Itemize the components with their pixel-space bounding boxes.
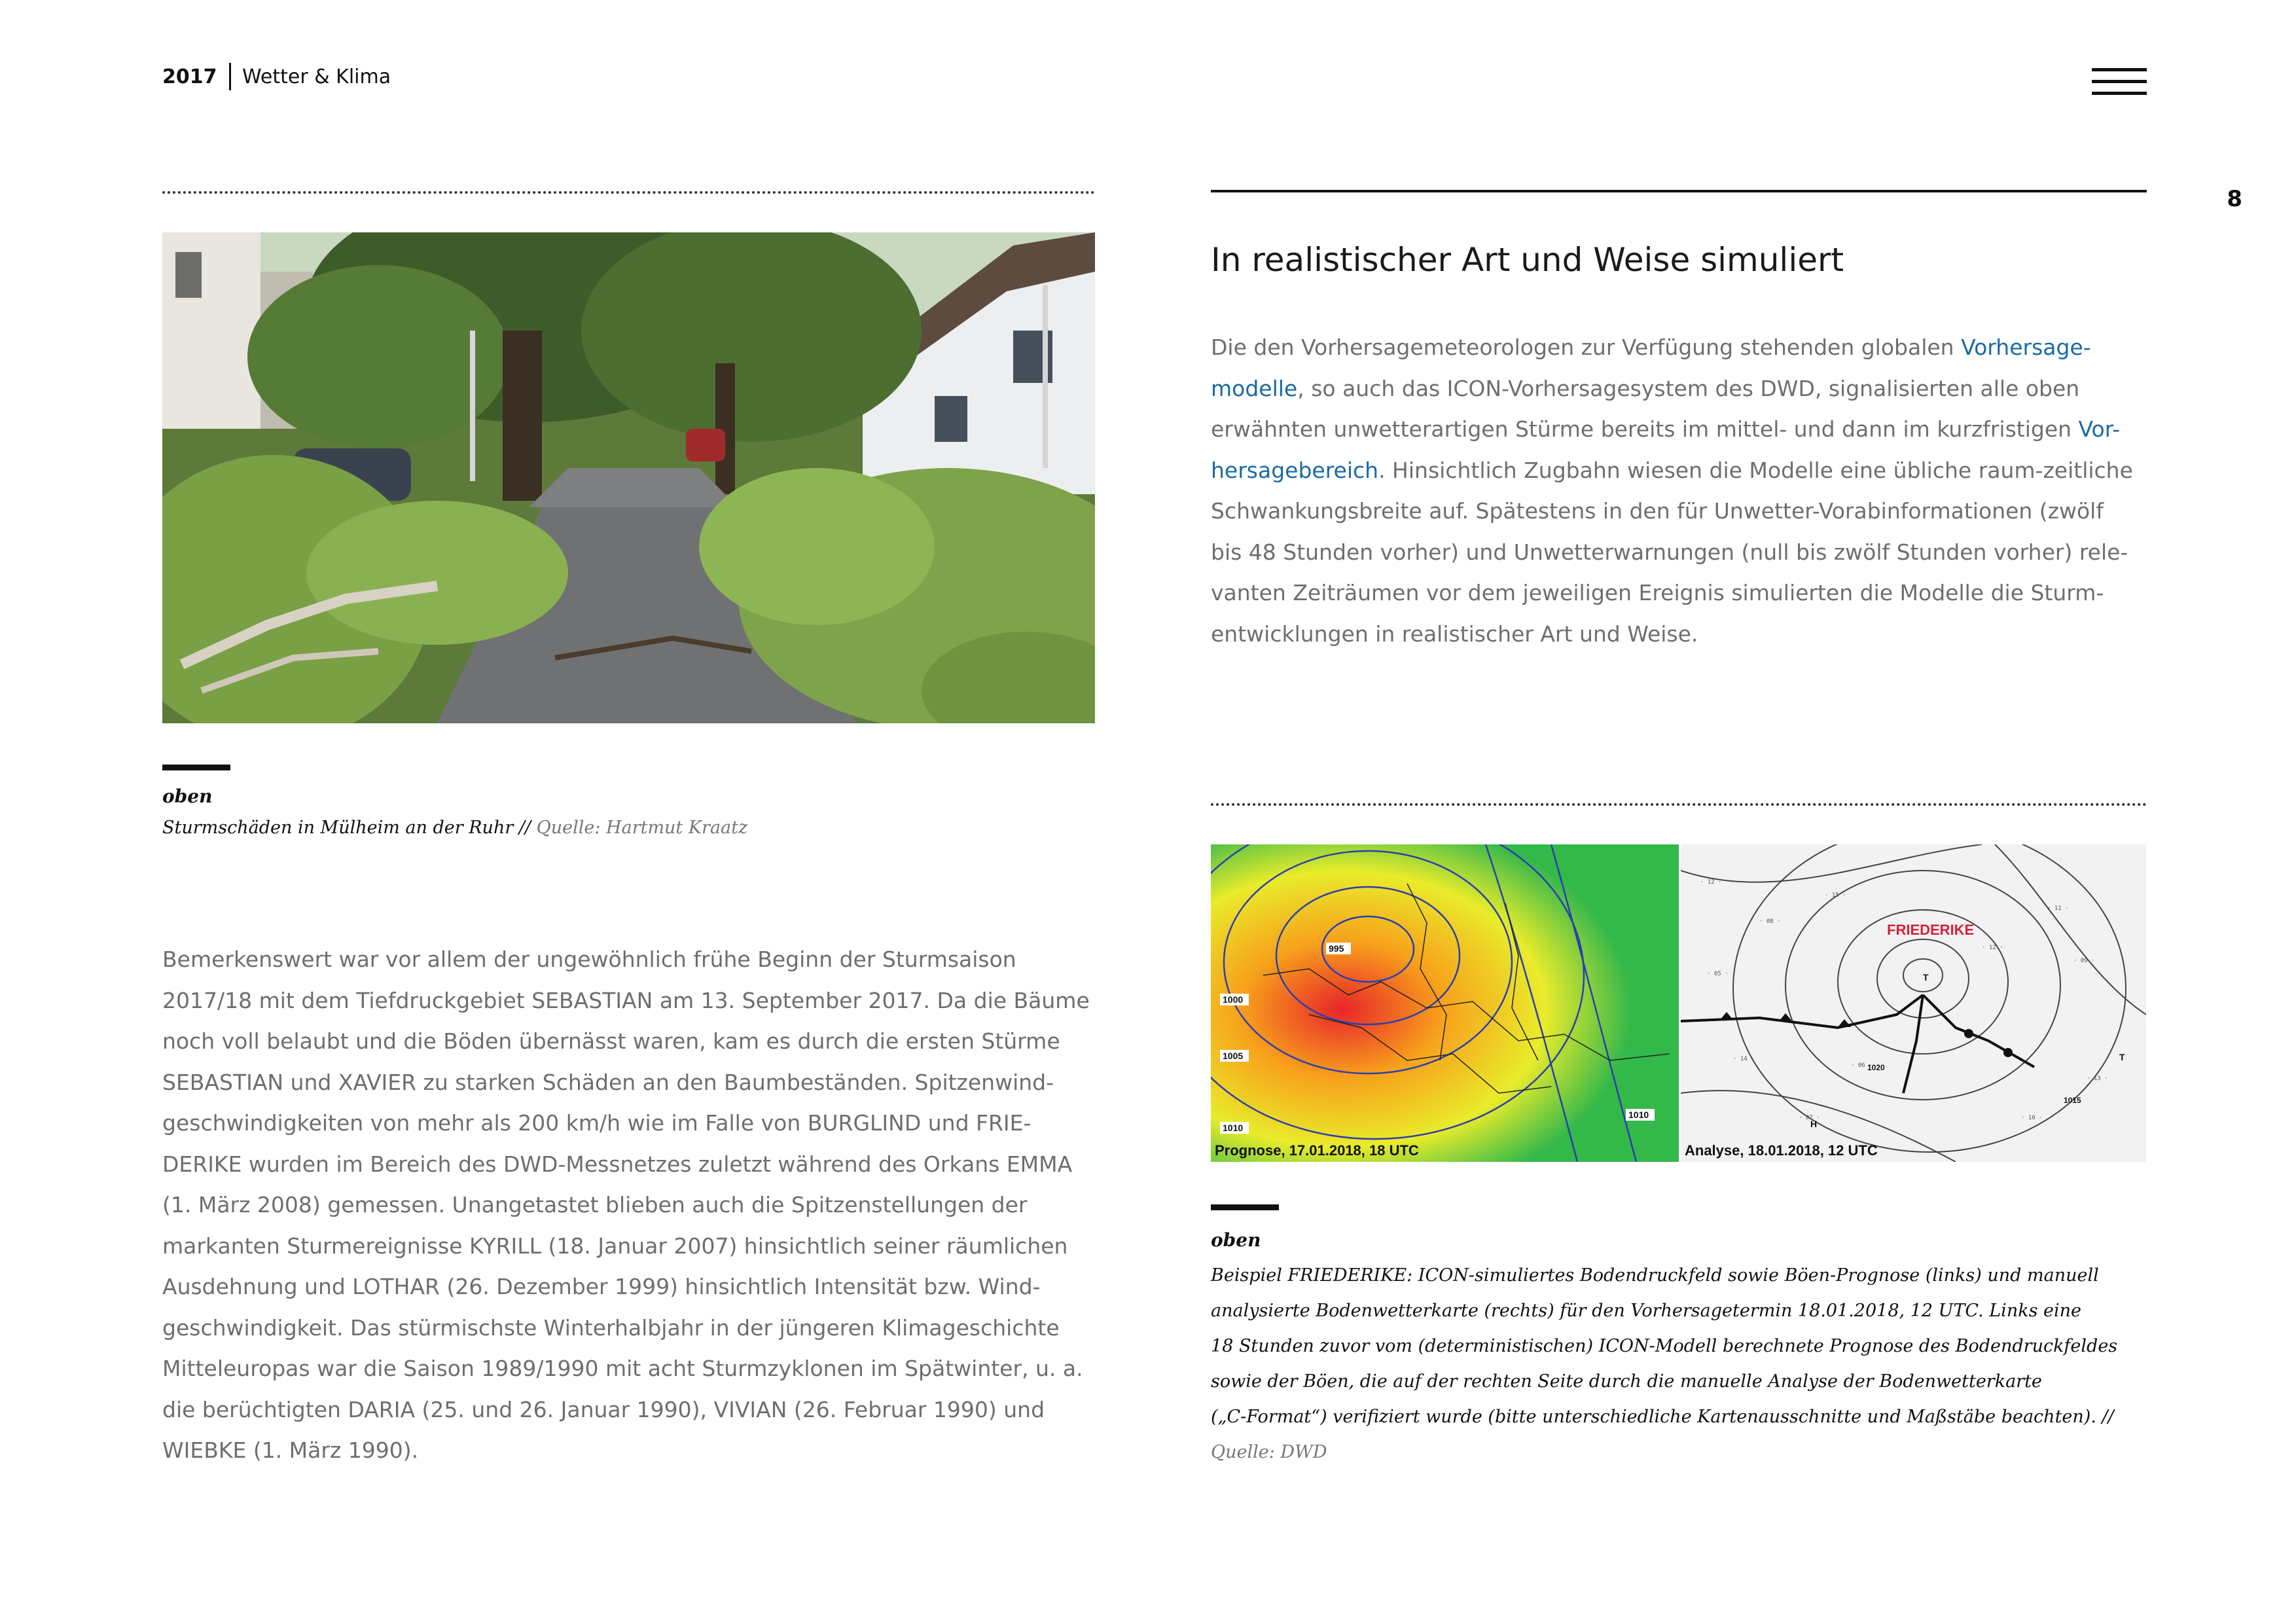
link-vorhersagebereich[interactable]: hersagebereich <box>1211 457 1379 483</box>
body-line: vanten Zeiträumen vor dem jeweiligen Ereignis simulierten die Modelle die Sturm- <box>1211 580 2104 605</box>
photo-caption-source: Quelle: Hartmut Kraatz <box>531 818 748 838</box>
photo-caption <box>162 816 747 840</box>
header-title: Wetter & Klima <box>242 65 391 88</box>
isobar-label: 1000 <box>1223 994 1244 1005</box>
body-line: noch voll belaubt und die Böden übernässt waren, kam es durch die ersten Stürme <box>162 1028 1060 1054</box>
storm-name-label: FRIEDERIKE <box>1887 922 1975 938</box>
body-line: Mitteleuropas war die Saison 1989/1990 mit acht Sturmzyklonen im Spätwinter, u. a. <box>162 1356 1083 1381</box>
isobar-label: 995 <box>1329 943 1344 954</box>
caption-line: 18 Stunden zuvor vom (deterministischen) ICON-Modell berechnete Prognose des Bodendruckfeldes <box>1211 1336 2118 1356</box>
analysis-map <box>1681 844 2146 1162</box>
map-caption-label: oben <box>1211 1229 1261 1251</box>
svg-text:T: T <box>2119 1052 2125 1062</box>
caption-line: („C-Format“) verifiziert wurde (bitte unterschiedliche Kartenausschnitte und Maßstäbe beachten). // <box>1211 1407 2114 1427</box>
link-vorhersagebereich[interactable]: Vor- <box>2078 416 2121 442</box>
right-solid-rule <box>1211 190 2147 192</box>
map-caption-source: Quelle: DWD <box>1211 1442 1327 1462</box>
svg-text:· 13 ·: · 13 · <box>2087 1075 2108 1082</box>
isobar-label: 1010 <box>1628 1110 1649 1120</box>
menu-line <box>2092 80 2147 83</box>
isobar-label: 1015 <box>2064 1096 2081 1105</box>
isobar-label: 1020 <box>1867 1063 1885 1072</box>
photo-caption-label: oben <box>162 785 213 807</box>
caption-bar <box>162 765 230 770</box>
link-vorhersagemodelle[interactable]: modelle <box>1211 375 1298 401</box>
svg-text:· 14 ·: · 14 · <box>1733 1056 1755 1062</box>
left-body-text <box>162 939 1118 1471</box>
body-line: DERIKE wurden im Bereich des DWD-Messnetzes zuletzt während des Orkans EMMA <box>162 1151 1073 1177</box>
menu-line <box>2092 92 2147 95</box>
forecast-map <box>1211 844 1679 1162</box>
svg-text:· 12 ·: · 12 · <box>1982 945 2003 951</box>
isobar-label: 1005 <box>1223 1051 1244 1061</box>
body-line: geschwindigkeit. Das stürmischste Winterhalbjahr in der jüngeren Klimageschichte <box>162 1314 1060 1341</box>
caption-line: analysierte Bodenwetterkarte (rechts) für den Vorhersagetermin 18.01.2018, 12 UTC. Links eine <box>1211 1301 2081 1321</box>
body-line: Die den Vorhersagemeteorologen zur Verfügung stehenden globalen Vorhersage- <box>1211 334 2091 360</box>
body-line: erwähnten unwetterartigen Stürme bereits im mittel- und dann im kurzfristigen Vor- <box>1211 416 2121 442</box>
svg-text:· 15 ·: · 15 · <box>1825 892 1846 899</box>
right-dotted-rule <box>1211 803 2147 806</box>
body-line: die berüchtigten DARIA (25. und 26. Januar 1990), VIVIAN (26. Februar 1990) und <box>162 1396 1045 1422</box>
header-separator <box>229 63 231 90</box>
svg-text:· 07 ·: · 07 · <box>1799 1115 1820 1121</box>
left-dotted-rule <box>162 191 1095 194</box>
svg-text:· 11 ·: · 11 · <box>2047 905 2069 912</box>
storm-damage-photo <box>162 232 1095 723</box>
svg-text:H: H <box>1810 1119 1818 1129</box>
svg-text:· 05 ·: · 05 · <box>1707 971 1729 977</box>
body-line: hersagebereich. Hinsichtlich Zugbahn wiesen die Modelle eine übliche raum-zeitliche <box>1211 457 2133 483</box>
forecast-map-label: Prognose, 17.01.2018, 18 UTC <box>1215 1142 1419 1159</box>
svg-text:T: T <box>1923 972 1929 983</box>
svg-text:· 06 ·: · 06 · <box>1851 1062 1873 1069</box>
menu-line <box>2092 68 2147 71</box>
header-year: 2017 <box>162 65 217 88</box>
section-heading: In realistischer Art und Weise simuliert <box>1211 241 1844 279</box>
hamburger-menu-icon[interactable] <box>2092 68 2147 97</box>
body-line: markanten Sturmereignisse KYRILL (18. Januar 2007) hinsichtlich seiner räumlichen <box>162 1233 1068 1259</box>
body-line: geschwindigkeiten von mehr als 200 km/h wie im Falle von BURGLIND und FRIE- <box>162 1110 1031 1136</box>
right-body-text <box>1211 327 2166 655</box>
body-line: (1. März 2008) gemessen. Unangetastet blieben auch die Spitzenstellungen der <box>162 1192 1028 1218</box>
body-line: Ausdehnung und LOTHAR (26. Dezember 1999) hinsichtlich Intensität bzw. Wind- <box>162 1274 1041 1299</box>
svg-text:· 10 ·: · 10 · <box>2021 1115 2043 1121</box>
page-number: 8 <box>2227 186 2242 212</box>
body-line: WIEBKE (1. März 1990). <box>162 1437 419 1463</box>
svg-text:· 09 ·: · 09 · <box>2073 958 2095 964</box>
link-vorhersagemodelle[interactable]: Vorhersage- <box>1961 334 2091 360</box>
body-line: entwicklungen in realistischer Art und Weise. <box>1211 621 1698 647</box>
body-line: modelle, so auch das ICON-Vorhersagesystem des DWD, signalisierten alle oben <box>1211 375 2080 401</box>
body-line: SEBASTIAN und XAVIER zu starken Schäden an den Baumbeständen. Spitzenwind- <box>162 1069 1054 1095</box>
analysis-map-label: Analyse, 18.01.2018, 12 UTC <box>1685 1142 1878 1159</box>
isobar-label: 1010 <box>1223 1123 1244 1133</box>
svg-text:· 12 ·: · 12 · <box>1700 879 1722 886</box>
caption-line: sowie der Böen, die auf der rechten Seite durch die manuelle Analyse der Bodenwetterkarte <box>1211 1371 2042 1392</box>
body-line: bis 48 Stunden vorher) und Unwetterwarnungen (null bis zwölf Stunden vorher) rele- <box>1211 539 2128 565</box>
caption-line: Beispiel FRIEDERIKE: ICON-simuliertes Bodendruckfeld sowie Böen-Prognose (links) und manuell <box>1211 1265 2099 1286</box>
photo-caption-text: Sturmschäden in Mülheim an der Ruhr // <box>162 818 531 838</box>
body-line: 2017/18 mit dem Tiefdruckgebiet SEBASTIAN am 13. September 2017. Da die Bäume <box>162 987 1090 1013</box>
map-caption <box>1211 1258 2166 1470</box>
body-line: Schwankungsbreite auf. Spätestens in den für Unwetter-Vorabinformationen (zwölf <box>1211 498 2104 524</box>
body-line: Bemerkenswert war vor allem der ungewöhnlich frühe Beginn der Sturmsaison <box>162 947 1016 972</box>
caption-bar <box>1211 1204 1279 1210</box>
svg-text:· 08 ·: · 08 · <box>1759 918 1781 925</box>
